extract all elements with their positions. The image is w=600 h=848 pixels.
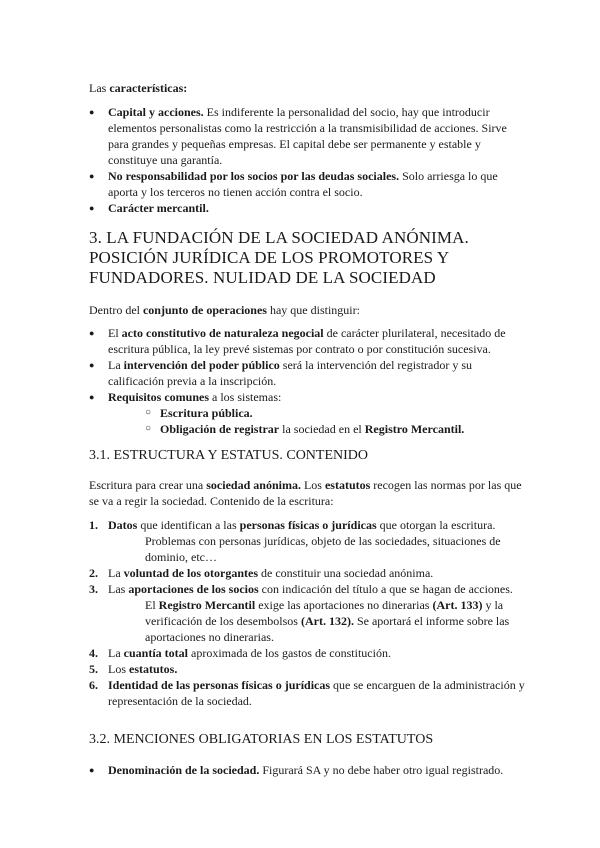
item-text: Los [108, 662, 129, 676]
item-text: que se encarguen de la administración y representación de la sociedad. [108, 678, 525, 708]
item-post: será la intervención del registrador y su calificación previa a la inscripción. [108, 358, 473, 388]
item-bold: aportaciones de los socios [128, 582, 259, 596]
item-bold: Capital y acciones. [108, 105, 204, 119]
item-bold: cuantía total [123, 646, 188, 660]
sublist-item [145, 405, 585, 421]
section-3-2-list [89, 762, 529, 778]
item-text: Figurará SA y no debe haber otro igual registrado. [259, 763, 504, 777]
item-bold: Datos [108, 518, 138, 532]
item-note [108, 597, 529, 645]
list-item [89, 762, 529, 778]
list-item [89, 168, 529, 200]
item-text: aproximada de los gastos de constitución. [188, 646, 391, 660]
item-bold: personas físicas o jurídicas [239, 518, 377, 532]
intro-bold: características: [109, 81, 188, 95]
subitem-bold2: Registro Mercantil. [364, 422, 465, 436]
section-3-1-paragraph [89, 477, 529, 509]
item-text: Las [108, 582, 129, 596]
item-number: 1. [89, 518, 98, 532]
item-pre: La [108, 358, 124, 372]
note-bold: (Art. 133) [432, 598, 483, 612]
item-bold: acto constitutivo de naturaleza negocial [121, 326, 324, 340]
note-bold: (Art. 132). [300, 614, 354, 628]
item-pre: El [108, 326, 122, 340]
item-number: 4. [89, 646, 98, 660]
numbered-item [89, 517, 529, 565]
item-number: 2. [89, 566, 98, 580]
item-bold: Carácter mercantil. [108, 201, 209, 215]
lead-pre: Dentro del [89, 303, 143, 317]
note-text: Se aportará el informe sobre las aportaciones no dinerarias. [145, 614, 510, 644]
list-item [89, 357, 529, 389]
item-text: La [108, 646, 124, 660]
item-bold: Identidad de las personas físicas o jurídicas [108, 678, 331, 692]
numbered-item [89, 661, 529, 677]
numbered-item [89, 645, 529, 661]
item-number: 6. [89, 678, 98, 692]
note-bold: Registro Mercantil [158, 598, 256, 612]
list-item [89, 104, 529, 168]
item-bold: Requisitos comunes [108, 390, 210, 404]
item-bold: intervención del poder público [123, 358, 280, 372]
section-3-heading: 3. LA FUNDACIÓN DE LA SOCIEDAD ANÓNIMA. POSICIÓN JURÍDICA DE LOS PROMOTORES Y FUNDADORES. NULIDAD DE LA SOCIEDAD [89, 228, 469, 287]
subitem-bold: Escritura pública. [160, 406, 253, 420]
item-text: Solo arriesga lo que aporta y los terceros no tienen acción contra el socio. [108, 169, 498, 199]
note-text: El [145, 598, 159, 612]
para-text: Los [300, 478, 325, 492]
numbered-item [89, 677, 529, 709]
intro-pre: Las [89, 81, 110, 95]
list-item [89, 200, 529, 216]
item-text: Es indiferente la personalidad del socio, hay que introducir elementos personalistas como la restricción a la transmisibilidad de acciones. Sirve para grandes y pequeñas empresas. El capital debe ser permanente y estable y constituye una garantía. [108, 105, 507, 167]
para-bold: estatutos [324, 478, 371, 492]
sublist-item [145, 421, 585, 437]
item-text: de constituir una sociedad anónima. [258, 566, 434, 580]
para-text: recogen las normas por las que se va a regir la sociedad. Contenido de la escritura: [89, 478, 522, 508]
item-bold: Denominación de la sociedad. [108, 763, 260, 777]
item-text: con indicación del título a que se hagan de acciones. [258, 582, 513, 596]
subitem-bold: Obligación de registrar [160, 422, 280, 436]
note-text: exige las aportaciones no dinerarias [255, 598, 433, 612]
item-post: a los sistemas: [209, 390, 282, 404]
item-number: 5. [89, 662, 98, 676]
item-text: que otorgan la escritura. [376, 518, 496, 532]
section-3-2-heading: 3.2. MENCIONES OBLIGATORIAS EN LOS ESTATUTOS [89, 732, 434, 747]
item-bold: estatutos. [129, 662, 178, 676]
item-bold: voluntad de los otorgantes [123, 566, 258, 580]
numbered-item [89, 581, 529, 645]
lead-bold: conjunto de operaciones [142, 303, 267, 317]
intro-line [89, 80, 529, 96]
lead-post: hay que distinguir: [266, 303, 360, 317]
section-3-lead [89, 302, 529, 318]
note-text: y la verificación de los desembolsos [145, 598, 504, 628]
list-item [89, 389, 529, 405]
section-3-list [89, 325, 529, 405]
para-bold: sociedad anónima. [206, 478, 301, 492]
item-number: 3. [89, 582, 98, 596]
numbered-item [89, 565, 529, 581]
requirements-sublist [89, 405, 585, 437]
item-bold: No responsabilidad por los socios por las deudas sociales. [108, 169, 400, 183]
list-item [89, 325, 529, 357]
section-3-1-heading: 3.1. ESTRUCTURA Y ESTATUS. CONTENIDO [89, 448, 369, 463]
subitem-post: la sociedad en el [279, 422, 365, 436]
deed-contents-list [89, 517, 529, 709]
para-text: Escritura para crear una [89, 478, 207, 492]
characteristics-list [89, 104, 529, 216]
item-text: La [108, 566, 124, 580]
item-note: Problemas con personas jurídicas, objeto de las sociedades, situaciones de dominio, etc… [145, 534, 501, 564]
item-text: que identifican a las [137, 518, 240, 532]
item-post: de carácter plurilateral, necesitado de escritura pública, la ley prevé sistemas por contrato o por constitución sucesiva. [108, 326, 506, 356]
